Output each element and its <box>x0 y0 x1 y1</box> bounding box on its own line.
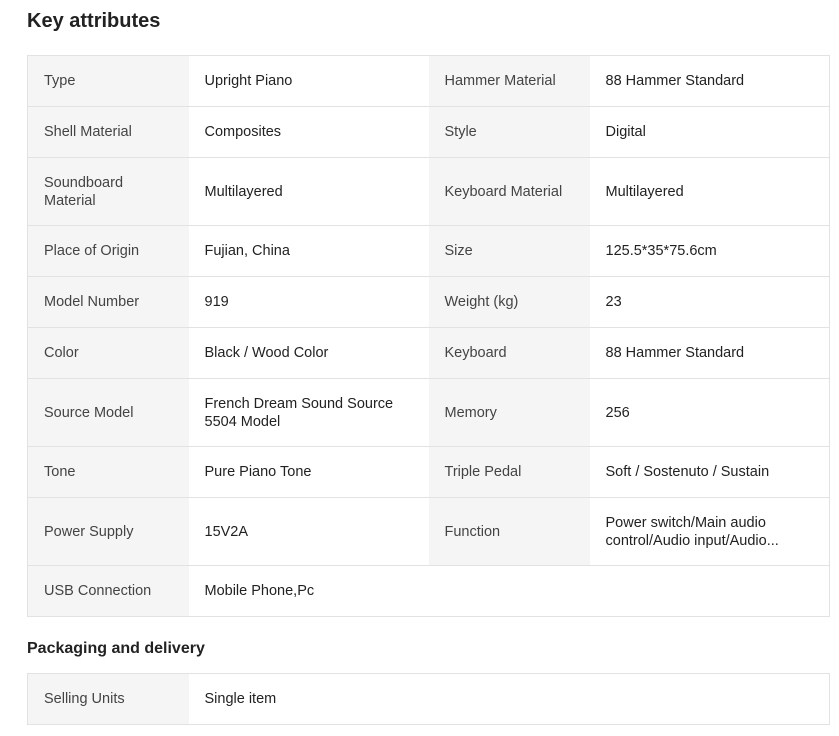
attribute-label-text: Memory <box>444 404 497 421</box>
attribute-label <box>28 498 189 566</box>
attribute-value-text: Pure Piano Tone <box>204 464 312 480</box>
attribute-value-text: Power switch/Main audio control/Audio input/Audio... <box>605 514 779 549</box>
attribute-label-text: Color <box>44 345 79 361</box>
empty-cell <box>429 674 590 725</box>
attribute-label-text: Type <box>44 73 76 89</box>
attribute-row <box>28 328 830 379</box>
attribute-value <box>590 226 830 277</box>
attribute-value-text: Single item <box>204 691 277 707</box>
attribute-label-text: Model Number <box>44 294 140 310</box>
attribute-value-text: Black / Wood Color <box>204 345 329 361</box>
attribute-value-text: 125.5*35*75.6cm <box>605 243 717 259</box>
attribute-value <box>590 56 830 107</box>
attribute-label <box>28 674 189 725</box>
attribute-label-text: Keyboard Material <box>444 183 563 200</box>
attribute-value-text: 15V2A <box>204 523 249 540</box>
attribute-value <box>189 566 429 617</box>
attribute-value <box>590 447 830 498</box>
key-attributes-title: Key attributes <box>27 10 161 32</box>
attribute-label <box>429 226 590 277</box>
attribute-value <box>590 328 830 379</box>
attribute-value <box>189 158 429 226</box>
attribute-value-text: French Dream Sound Source 5504 Model <box>204 395 394 430</box>
attribute-value-text: Fujian, China <box>204 243 290 259</box>
attribute-row <box>28 277 830 328</box>
attribute-label <box>28 158 189 226</box>
attribute-label-text: Tone <box>44 464 76 480</box>
attribute-label-text: Soundboard Material <box>44 174 124 209</box>
attribute-row <box>28 107 830 158</box>
empty-cell <box>590 566 830 617</box>
attribute-row <box>28 226 830 277</box>
attribute-label-text: Style <box>444 124 477 140</box>
attribute-value-text: Digital <box>605 124 646 140</box>
attribute-label <box>429 328 590 379</box>
attribute-label-text: Source Model <box>44 404 134 421</box>
attribute-value <box>590 277 830 328</box>
key-attributes-table <box>27 55 830 617</box>
attribute-label <box>429 158 590 226</box>
attribute-row <box>28 566 830 617</box>
attribute-value <box>590 379 830 447</box>
attribute-label-text: Selling Units <box>44 691 125 707</box>
empty-cell <box>590 674 830 725</box>
attribute-value <box>189 328 429 379</box>
attribute-label <box>28 566 189 617</box>
attribute-value-text: Composites <box>204 124 282 140</box>
attribute-label-text: Power Supply <box>44 523 134 540</box>
attribute-row <box>28 56 830 107</box>
attribute-value <box>189 498 429 566</box>
attribute-value <box>189 447 429 498</box>
attribute-value <box>189 277 429 328</box>
attribute-row <box>28 498 830 566</box>
attribute-row <box>28 674 830 725</box>
attribute-value <box>189 674 429 725</box>
attribute-label <box>429 56 590 107</box>
attribute-label <box>429 277 590 328</box>
attribute-label <box>429 447 590 498</box>
attribute-label <box>28 379 189 447</box>
attribute-label-text: Place of Origin <box>44 243 140 259</box>
attribute-label <box>28 56 189 107</box>
attribute-label-text: Triple Pedal <box>444 464 522 480</box>
attribute-value <box>189 379 429 447</box>
packaging-title: Packaging and delivery <box>27 640 205 657</box>
attribute-label-text: Size <box>444 243 473 259</box>
attribute-row <box>28 447 830 498</box>
attribute-value-text: Soft / Sostenuto / Sustain <box>605 464 770 480</box>
attribute-row <box>28 158 830 226</box>
attribute-label <box>28 226 189 277</box>
attribute-value <box>189 56 429 107</box>
attribute-label <box>28 107 189 158</box>
attribute-value-text: Multilayered <box>605 183 684 200</box>
attribute-value <box>590 158 830 226</box>
attribute-value-text: Mobile Phone,Pc <box>204 583 315 599</box>
attribute-label-text: Weight (kg) <box>444 294 519 310</box>
attribute-row <box>28 379 830 447</box>
attribute-value-text: Multilayered <box>204 183 283 200</box>
empty-cell <box>429 566 590 617</box>
attribute-value-text: Upright Piano <box>204 73 293 89</box>
attribute-label <box>28 277 189 328</box>
attribute-label <box>28 328 189 379</box>
attribute-value <box>189 107 429 158</box>
attribute-label <box>429 379 590 447</box>
packaging-table <box>27 673 830 725</box>
attribute-label-text: Shell Material <box>44 124 132 140</box>
attribute-label-text: USB Connection <box>44 583 152 599</box>
attribute-label <box>28 447 189 498</box>
attribute-value-text: 88 Hammer Standard <box>605 73 745 89</box>
attribute-label-text: Keyboard <box>444 345 507 361</box>
attribute-value-text: 23 <box>605 294 622 310</box>
attribute-value-text: 88 Hammer Standard <box>605 345 745 361</box>
attribute-label-text: Function <box>444 523 501 540</box>
attribute-label <box>429 107 590 158</box>
attribute-label-text: Hammer Material <box>444 73 556 89</box>
attribute-value-text: 919 <box>204 294 229 310</box>
attribute-value <box>590 498 830 566</box>
attribute-value-text: 256 <box>605 404 630 421</box>
attribute-label <box>429 498 590 566</box>
attribute-value <box>189 226 429 277</box>
attribute-value <box>590 107 830 158</box>
